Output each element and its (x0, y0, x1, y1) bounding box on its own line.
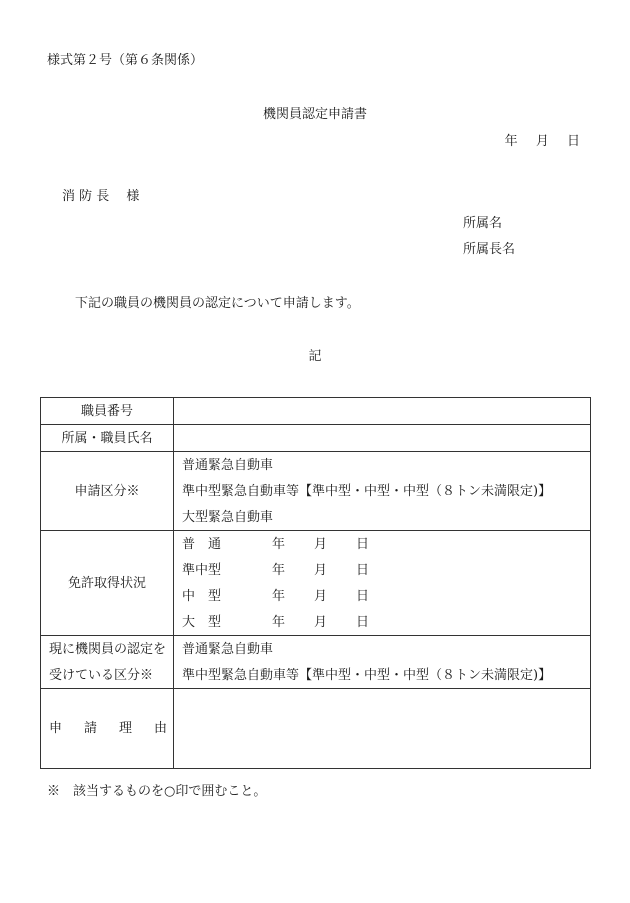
license-line (182, 583, 590, 609)
license-status-row (41, 531, 591, 636)
date-line (491, 135, 580, 148)
request-text: 下記の職員の機関員の認定について申請します。 (75, 296, 360, 311)
date-month: 月 (535, 134, 549, 149)
name-field[interactable] (174, 425, 591, 452)
license-kind: 大 型 (182, 614, 222, 630)
license-year: 年 (272, 614, 286, 630)
name-row (41, 425, 591, 452)
reason-label-char: 申 (49, 721, 63, 736)
date-year: 年 (504, 134, 518, 149)
reason-label-char: 請 (83, 721, 97, 736)
reason-label-char: 理 (118, 721, 132, 736)
license-line (182, 557, 590, 583)
license-kind: 普 通 (182, 536, 222, 552)
license-day: 日 (356, 588, 370, 604)
reason-label-char: 由 (153, 721, 167, 736)
recipient: 消 防 長 様 (62, 189, 140, 204)
license-month: 月 (314, 588, 328, 604)
license-month: 月 (314, 614, 328, 630)
license-year: 年 (272, 562, 286, 578)
application-form-table (40, 397, 591, 769)
category-option[interactable]: 準中型緊急自動車等【準中型・中型・中型（８トン未満限定)】 (182, 483, 552, 499)
document-title: 機関員認定申請書 (262, 107, 367, 122)
application-category-row (41, 452, 591, 531)
license-month: 月 (314, 562, 328, 578)
current-certification-label-line1: 現に機関員の認定を (49, 641, 167, 657)
license-kind: 準中型 (182, 562, 222, 578)
license-line (182, 531, 590, 557)
license-list (174, 531, 591, 636)
reason-field[interactable] (174, 689, 591, 769)
current-certification-row (41, 636, 591, 689)
application-category-options (174, 452, 591, 531)
reason-label (41, 689, 174, 769)
employee-number-row (41, 398, 591, 425)
category-option[interactable]: 大型緊急自動車 (182, 509, 274, 525)
employee-number-field[interactable] (174, 398, 591, 425)
footnote: ※ 該当するものを○印で囲むこと。 (47, 784, 267, 799)
current-certification-options (174, 636, 591, 689)
current-certification-option[interactable]: 準中型緊急自動車等【準中型・中型・中型（８トン未満限定)】 (182, 667, 552, 683)
employee-number-label: 職員番号 (41, 398, 174, 425)
category-option[interactable]: 普通緊急自動車 (182, 457, 274, 473)
license-day: 日 (356, 536, 370, 552)
license-day: 日 (356, 562, 370, 578)
department-label: 所属名 (463, 216, 503, 231)
department-head-label: 所属長名 (463, 242, 516, 257)
license-status-label: 免許取得状況 (41, 531, 174, 636)
license-day: 日 (356, 614, 370, 630)
license-year: 年 (272, 536, 286, 552)
form-number: 様式第２号（第６条関係） (47, 53, 204, 68)
application-category-label: 申請区分※ (41, 452, 174, 531)
current-certification-label (41, 636, 174, 689)
license-kind: 中 型 (182, 588, 222, 604)
license-month: 月 (314, 536, 328, 552)
license-line (182, 609, 590, 635)
license-year: 年 (272, 588, 286, 604)
current-certification-option[interactable]: 普通緊急自動車 (182, 641, 274, 657)
ki-heading: 記 (308, 349, 322, 364)
reason-row (41, 689, 591, 769)
current-certification-label-line2: 受けている区分※ (49, 667, 154, 683)
date-day: 日 (566, 134, 580, 149)
name-label: 所属・職員氏名 (41, 425, 174, 452)
